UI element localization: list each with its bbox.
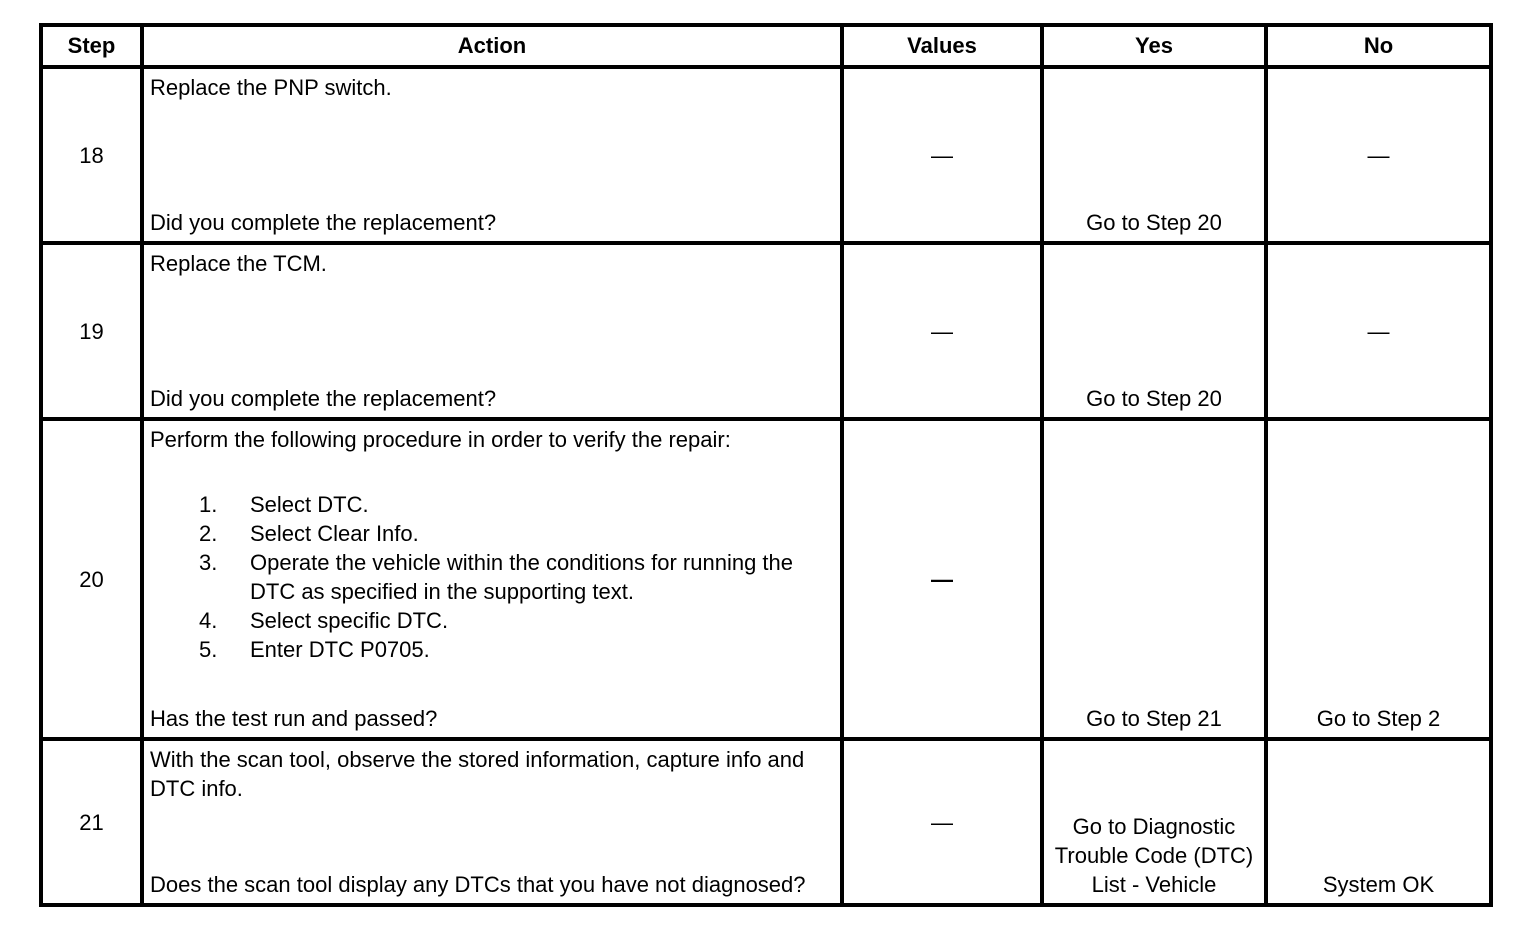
yes-link[interactable]: Go to Diagnostic Trouble Code (DTC) List - Vehicle	[1054, 814, 1254, 897]
diagnostic-table	[39, 23, 1493, 907]
action-intro: Replace the TCM.	[150, 251, 327, 276]
action-intro: Replace the PNP switch.	[150, 75, 392, 100]
values-cell: —	[842, 243, 1042, 419]
table-row	[41, 243, 1491, 419]
procedure-step-text: Select DTC.	[250, 492, 369, 517]
yes-link[interactable]: Go to Step 20	[1042, 67, 1266, 243]
action-question: Did you complete the replacement?	[150, 386, 497, 411]
procedure-step-number: 2.	[199, 521, 218, 546]
procedure-list	[150, 490, 830, 664]
procedure-step-text: Select Clear Info.	[250, 521, 419, 546]
procedure-step	[150, 490, 830, 519]
action-question: Does the scan tool display any DTCs that you have not diagnosed?	[150, 872, 806, 897]
action-cell	[142, 739, 842, 905]
no-cell: System OK	[1266, 739, 1491, 905]
header-row	[41, 25, 1491, 67]
step-number: 21	[41, 739, 142, 905]
procedure-step-number: 5.	[199, 637, 218, 662]
values-cell: —	[842, 67, 1042, 243]
header-action: Action	[142, 25, 842, 67]
procedure-step-number: 3.	[199, 550, 218, 575]
step-number: 20	[41, 419, 142, 739]
action-cell	[142, 243, 842, 419]
procedure-step	[150, 606, 830, 635]
yes-link[interactable]: Go to Step 21	[1042, 419, 1266, 739]
action-question: Has the test run and passed?	[150, 706, 438, 731]
no-link[interactable]: Go to Step 2	[1266, 419, 1491, 739]
procedure-step-number: 1.	[199, 492, 218, 517]
action-intro: Perform the following procedure in order to verify the repair:	[150, 427, 731, 452]
step-number: 18	[41, 67, 142, 243]
header-step: Step	[41, 25, 142, 67]
header-yes: Yes	[1042, 25, 1266, 67]
table-row	[41, 67, 1491, 243]
action-intro: With the scan tool, observe the stored information, capture info and DTC info.	[150, 747, 805, 801]
procedure-step-number: 4.	[199, 608, 218, 633]
table-row	[41, 419, 1491, 739]
values-cell: —	[842, 419, 1042, 739]
procedure-step	[150, 519, 830, 548]
step-number: 19	[41, 243, 142, 419]
header-no: No	[1266, 25, 1491, 67]
yes-cell	[1042, 739, 1266, 905]
procedure-step-text: Select specific DTC.	[250, 608, 449, 633]
procedure-step	[150, 548, 830, 606]
table-row	[41, 739, 1491, 905]
action-cell	[142, 419, 842, 739]
action-cell	[142, 67, 842, 243]
no-cell: —	[1266, 243, 1491, 419]
procedure-step-text: Operate the vehicle within the conditions for running the DTC as specified in the supporting text.	[250, 550, 793, 604]
header-values: Values	[842, 25, 1042, 67]
values-cell: —	[842, 739, 1042, 905]
action-question: Did you complete the replacement?	[150, 210, 497, 235]
no-cell: —	[1266, 67, 1491, 243]
yes-link[interactable]: Go to Step 20	[1042, 243, 1266, 419]
procedure-step	[150, 635, 830, 664]
procedure-step-text: Enter DTC P0705.	[250, 637, 430, 662]
